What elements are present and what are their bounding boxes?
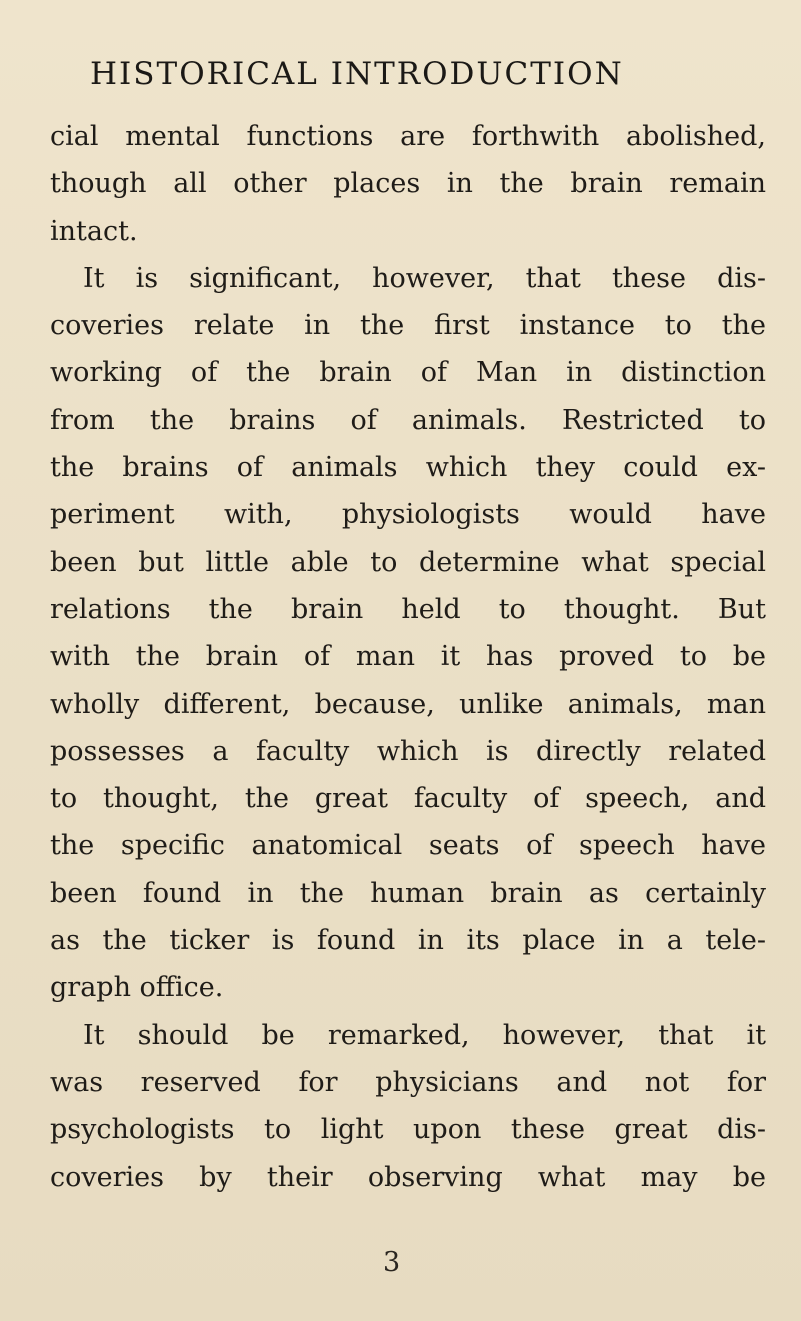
text-line: as the ticker is found in its place in a tele- — [50, 925, 766, 957]
body-text — [50, 113, 766, 1201]
text-line: wholly different, because, unlike animals, man — [50, 688, 766, 720]
page-number: 3 — [383, 1247, 401, 1278]
text-line: working of the brain of Man in distinction — [50, 357, 766, 389]
text-line: been but little able to determine what special — [50, 546, 766, 578]
text-line: possesses a faculty which is directly related — [50, 735, 766, 767]
text-line: graph office. — [50, 972, 224, 1004]
text-line: periment with, physiologists would have — [50, 499, 766, 531]
running-head: HISTORICAL INTRODUCTION — [90, 56, 624, 92]
text-line: though all other places in the brain remain — [50, 168, 766, 200]
text-line: been found in the human brain as certainly — [50, 877, 766, 909]
text-line: relations the brain held to thought. But — [50, 593, 766, 625]
text-line: to thought, the great faculty of speech, and — [50, 783, 766, 815]
text-line: coveries relate in the first instance to the — [50, 310, 766, 342]
text-line: the brains of animals which they could ex- — [50, 452, 766, 484]
text-line: the specific anatomical seats of speech have — [50, 830, 766, 862]
text-line: was reserved for physicians and not for — [50, 1066, 766, 1098]
text-line: psychologists to light upon these great dis- — [50, 1114, 766, 1146]
text-line: coveries by their observing what may be — [50, 1161, 766, 1193]
text-line: intact. — [50, 215, 138, 247]
text-line: from the brains of animals. Restricted to — [50, 404, 766, 436]
text-line: cial mental functions are forthwith abolished, — [50, 121, 766, 152]
text-line: with the brain of man it has proved to be — [50, 641, 766, 673]
paragraph-start-line: It should be remarked, however, that it — [83, 1019, 766, 1051]
paragraph-start-line: It is significant, however, that these dis- — [83, 262, 766, 294]
